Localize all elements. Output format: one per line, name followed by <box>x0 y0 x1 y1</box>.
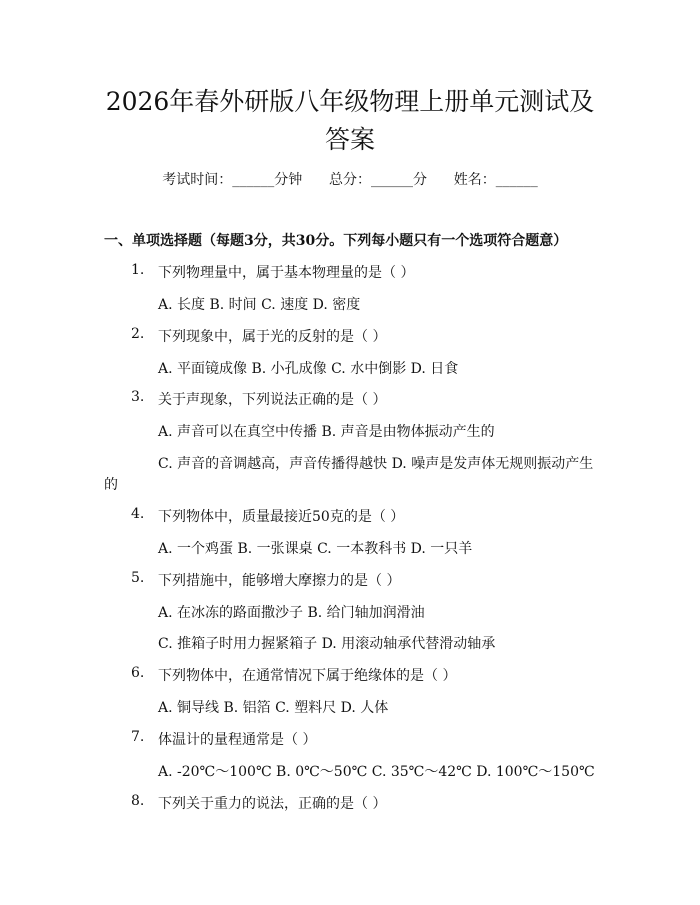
question-options: C. 声音的音调越高，声音传播得越快 D. 噪声是发声体无规则振动产生 <box>158 456 594 472</box>
question-number: 2. <box>131 326 145 342</box>
question-options: A. 声音可以在真空中传播 B. 声音是由物体振动产生的 <box>158 424 495 440</box>
question-number: 4. <box>131 506 145 522</box>
title-line-1: 2026年春外研版八年级物理上册单元测试及 <box>105 87 595 116</box>
question-options: A. 一个鸡蛋 B. 一张课桌 C. 一本教科书 D. 一只羊 <box>158 541 473 557</box>
question-options: A. 铜导线 B. 铝箔 C. 塑料尺 D. 人体 <box>158 700 389 716</box>
question-number: 3. <box>131 389 145 405</box>
question-text: 下列物理量中，属于基本物理量的是（ ） <box>158 265 415 281</box>
question-number: 1. <box>131 262 145 278</box>
question-text: 体温计的量程通常是（ ） <box>158 732 317 748</box>
question-number: 7. <box>131 729 145 745</box>
question-options: A. 平面镜成像 B. 小孔成像 C. 水中倒影 D. 日食 <box>158 361 459 377</box>
title-line-2: 答案 <box>324 125 375 154</box>
question-text: 下列关于重力的说法，正确的是（ ） <box>158 796 387 812</box>
section-heading: 一、单项选择题（每题3分，共30分。下列每小题只有一个选项符合题意） <box>104 233 568 249</box>
question-options: A. 在冰冻的路面撒沙子 B. 给门轴加润滑油 <box>158 605 425 621</box>
question-text: 下列现象中，属于光的反射的是（ ） <box>158 329 387 345</box>
question-text: 下列措施中，能够增大摩擦力的是（ ） <box>158 573 401 589</box>
question-options: C. 推箱子时用力握紧箱子 D. 用滚动轴承代替滑动轴承 <box>158 636 496 652</box>
question-options: A. -20℃～100℃ B. 0℃～50℃ C. 35℃～42℃ D. 100℃～150℃ <box>158 764 595 780</box>
question-number: 5. <box>131 570 145 586</box>
question-text: 下列物体中，质量最接近50克的是（ ） <box>158 509 405 525</box>
question-text: 关于声现象，下列说法正确的是（ ） <box>158 392 387 408</box>
document-title <box>60 86 640 156</box>
exam-meta-line: 考试时间：______分钟 总分：______分 姓名：______ <box>162 172 538 188</box>
question-text: 下列物体中，在通常情况下属于绝缘体的是（ ） <box>158 668 457 684</box>
question-number: 6. <box>131 665 145 681</box>
question-options-wrap: 的 <box>104 477 118 493</box>
question-number: 8. <box>131 793 145 809</box>
question-options: A. 长度 B. 时间 C. 速度 D. 密度 <box>158 297 361 313</box>
